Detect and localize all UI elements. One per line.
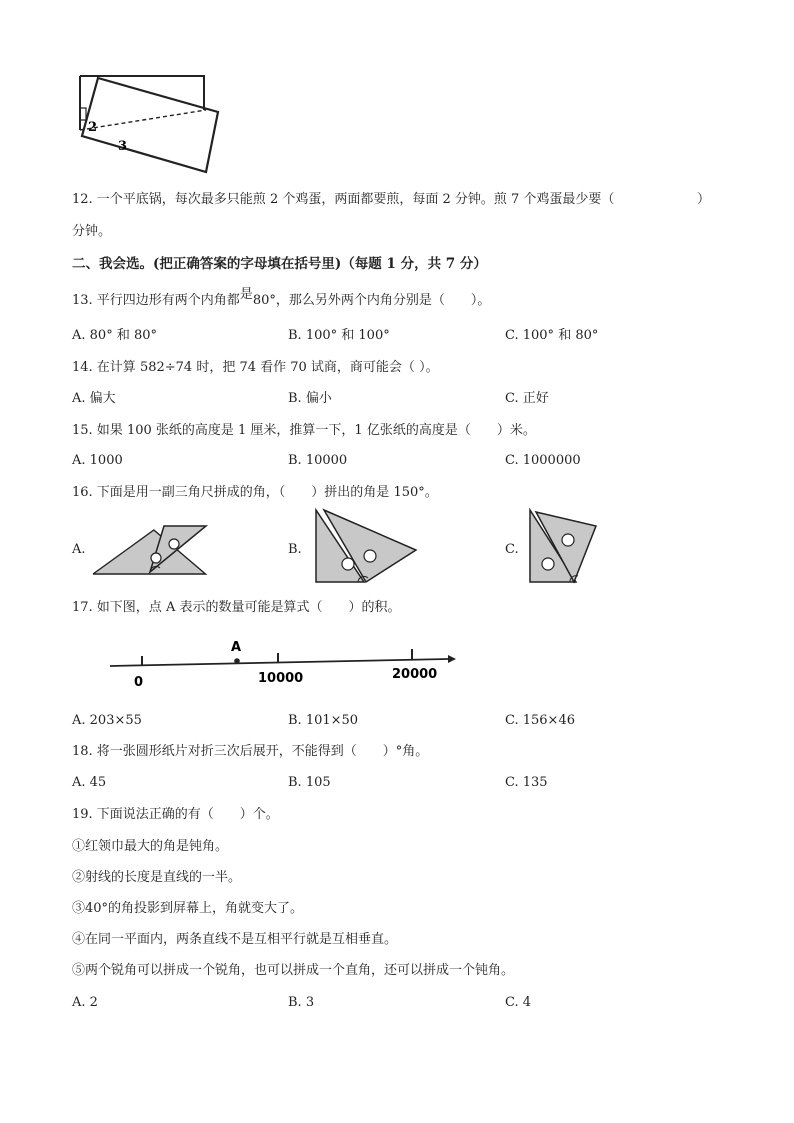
side-label-3: 3 <box>118 139 128 154</box>
q18-option-c: C. 135 <box>505 775 548 790</box>
q15-stem: 15. 如果 100 张纸的高度是 1 厘米，推算一下，1 亿张纸的高度是（ ）米。 <box>72 423 536 438</box>
q16-option-a-label: A. <box>72 542 86 557</box>
q17-stem: 17. 如下图，点 A 表示的数量可能是算式（ ）的积。 <box>72 600 401 615</box>
q15-option-c: C. 1000000 <box>505 453 581 468</box>
q12-paren-close: ） <box>697 192 711 207</box>
q19-option-c: C. 4 <box>505 995 532 1010</box>
q15-option-a: A. 1000 <box>72 453 123 468</box>
q19-statement-1: ①红领巾最大的角是钝角。 <box>72 839 229 854</box>
q18-option-b: B. 105 <box>288 775 331 790</box>
set-square-figure-b <box>310 506 420 586</box>
q12-line2: 分钟。 <box>72 224 112 239</box>
set-square-figure-c <box>526 506 606 590</box>
q19-statement-2: ②射线的长度是直线的一半。 <box>72 870 242 885</box>
q14-option-a: A. 偏大 <box>72 391 116 406</box>
q13-option-c: C. 100° 和 80° <box>505 328 599 343</box>
q19-statement-4: ④在同一平面内，两条直线不是互相平行就是互相垂直。 <box>72 932 398 947</box>
side-label-2: 2 <box>88 120 98 135</box>
set-square-figure-a <box>90 522 210 582</box>
q16-stem: 16. 下面是用一副三角尺拼成的角，（ ）拼出的角是 150°。 <box>72 485 438 500</box>
section-heading: 二、我会选。(把正确答案的字母填在括号里)（每题 1 分，共 7 分） <box>72 256 487 272</box>
q19-stem: 19. 下面说法正确的有（ ）个。 <box>72 807 279 822</box>
q13-stem: 13. 平行四边形有两个内角都是80°，那么另外两个内角分别是（ ）。 <box>72 287 491 308</box>
number-line <box>108 638 460 688</box>
q15-option-b: B. 10000 <box>288 453 348 468</box>
q12-line1: 12. 一个平底锅，每次最多只能煎 2 个鸡蛋，两面都要煎，每面 2 分钟。煎 7 个鸡蛋最少要（ <box>72 192 615 207</box>
folded-rectangle-figure <box>70 68 230 178</box>
q18-stem: 18. 将一张圆形纸片对折三次后展开，不能得到（ ）°角。 <box>72 744 429 759</box>
q17-option-c: C. 156×46 <box>505 713 575 728</box>
tick-label-10000: 10000 <box>258 671 304 686</box>
q17-option-a: A. 203×55 <box>72 713 142 728</box>
q19-statement-3: ③40°的角投影到屏幕上，角就变大了。 <box>72 901 304 916</box>
tick-label-0: 0 <box>134 675 144 690</box>
q19-statement-5: ⑤两个锐角可以拼成一个锐角，也可以拼成一个直角，还可以拼成一个钝角。 <box>72 963 515 978</box>
q18-option-a: A. 45 <box>72 775 107 790</box>
q19-option-b: B. 3 <box>288 995 315 1010</box>
q17-option-b: B. 101×50 <box>288 713 359 728</box>
tick-label-20000: 20000 <box>392 667 438 682</box>
q14-option-c: C. 正好 <box>505 391 549 406</box>
q16-option-b-label: B. <box>288 542 302 557</box>
q19-option-a: A. 2 <box>72 995 98 1010</box>
q16-option-c-label: C. <box>505 542 519 557</box>
q13-option-b: B. 100° 和 100° <box>288 328 390 343</box>
q14-option-b: B. 偏小 <box>288 391 332 406</box>
q14-stem: 14. 在计算 582÷74 时，把 74 看作 70 试商，商可能会（ ）。 <box>72 360 439 375</box>
point-a-label: A <box>231 640 242 655</box>
q13-option-a: A. 80° 和 80° <box>72 328 158 343</box>
